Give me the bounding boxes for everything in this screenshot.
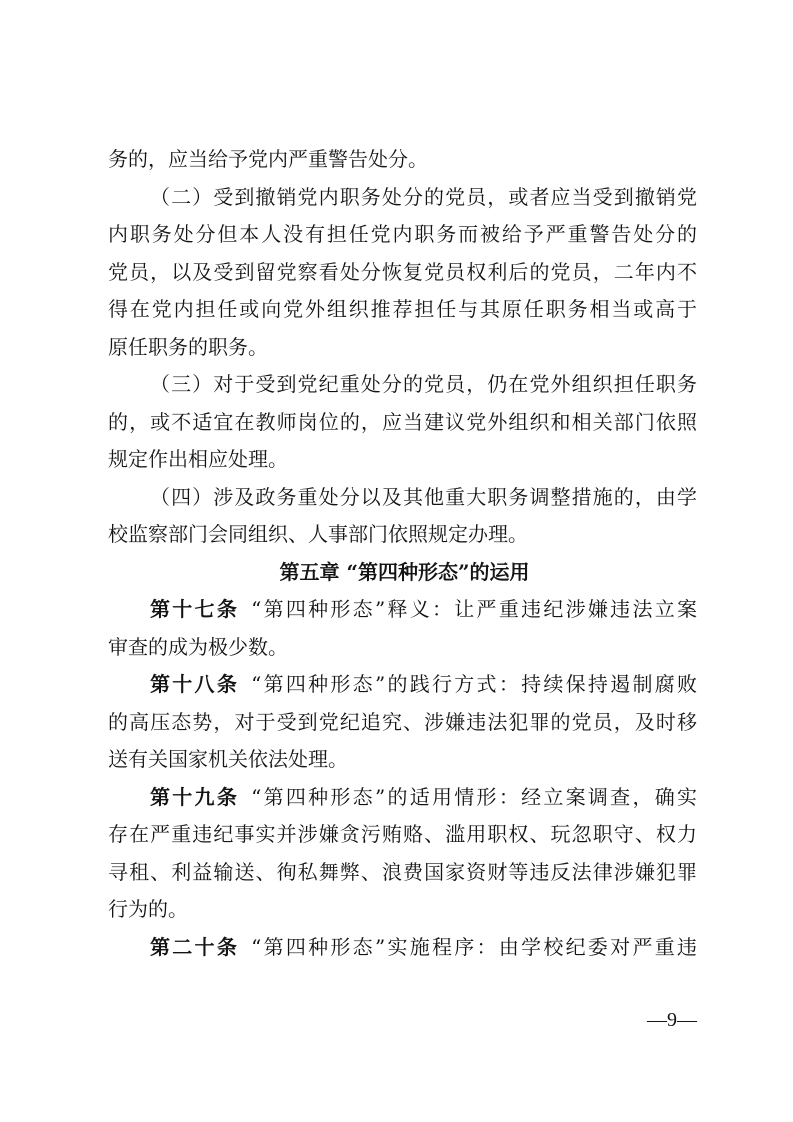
article-17 (108, 591, 697, 666)
text-line: （三）对于受到党纪重处分的党员，仍在党外组织担任职务 (150, 372, 697, 396)
article-17-text: “第四种形态”释义：让严重违纪涉嫌违法立案 (251, 597, 697, 621)
page-number: —9— (647, 1009, 697, 1031)
article-20-text: “第四种形态”实施程序：由学校纪委对严重违 (251, 934, 697, 959)
text-line: 校监察部门会同组织、人事部门依照规定办理。 (108, 522, 528, 546)
article-20 (108, 929, 697, 967)
text-line: 存在严重违纪事实并涉嫌贪污贿赂、滥用职权、玩忽职守、权力 (108, 822, 697, 846)
article-18-text: “第四种形态”的践行方式：持续保持遏制腐败 (251, 672, 697, 696)
paragraph-item-4 (108, 479, 697, 554)
chapter-heading: 第五章 “第四种形态”的运用 (279, 559, 530, 584)
text-line: 送有关国家机关依法处理。 (108, 747, 348, 771)
text-line: 规定作出相应处理。 (108, 447, 288, 471)
article-19-first-line (108, 779, 697, 817)
article-17-label: 第十七条 (150, 597, 240, 621)
text-line: （二）受到撤销党内职务处分的党员，或者应当受到撤销党 (150, 184, 697, 209)
document-body (108, 141, 697, 966)
text-line: 党员，以及受到留党察看处分恢复党员权利后的党员，二年内不 (108, 259, 697, 284)
paragraph-item-2 (108, 179, 697, 367)
article-17-first-line (108, 591, 697, 629)
article-20-label: 第二十条 (150, 934, 240, 959)
text-line: 审查的成为极少数。 (108, 634, 288, 659)
text-line: 原任职务的职务。 (108, 334, 268, 359)
article-19-text: “第四种形态”的适用情形：经立案调查，确实 (251, 784, 697, 809)
text-line: 的高压态势，对于受到党纪追究、涉嫌违法犯罪的党员，及时移 (108, 709, 697, 734)
paragraph-continuation (108, 141, 697, 179)
text-line: 务的，应当给予党内严重警告处分。 (108, 147, 428, 171)
text-line: 行为的。 (108, 897, 188, 921)
text-line: 内职务处分但本人没有担任党内职务而被给予严重警告处分的 (108, 222, 697, 246)
article-18-first-line (108, 666, 697, 704)
text-line: （四）涉及政务重处分以及其他重大职务调整措施的，由学 (150, 484, 697, 509)
article-18 (108, 666, 697, 779)
paragraph-item-3 (108, 366, 697, 479)
article-19-label: 第十九条 (150, 784, 240, 809)
article-18-label: 第十八条 (150, 672, 240, 696)
text-line: 的，或不适宜在教师岗位的，应当建议党外组织和相关部门依照 (108, 409, 697, 434)
text-line: 寻租、利益输送、徇私舞弊、浪费国家资财等违反法律涉嫌犯罪 (108, 859, 697, 884)
text-line: 得在党内担任或向党外组织推荐担任与其原任职务相当或高于 (108, 297, 697, 321)
article-19 (108, 779, 697, 929)
article-20-first-line (108, 929, 697, 967)
